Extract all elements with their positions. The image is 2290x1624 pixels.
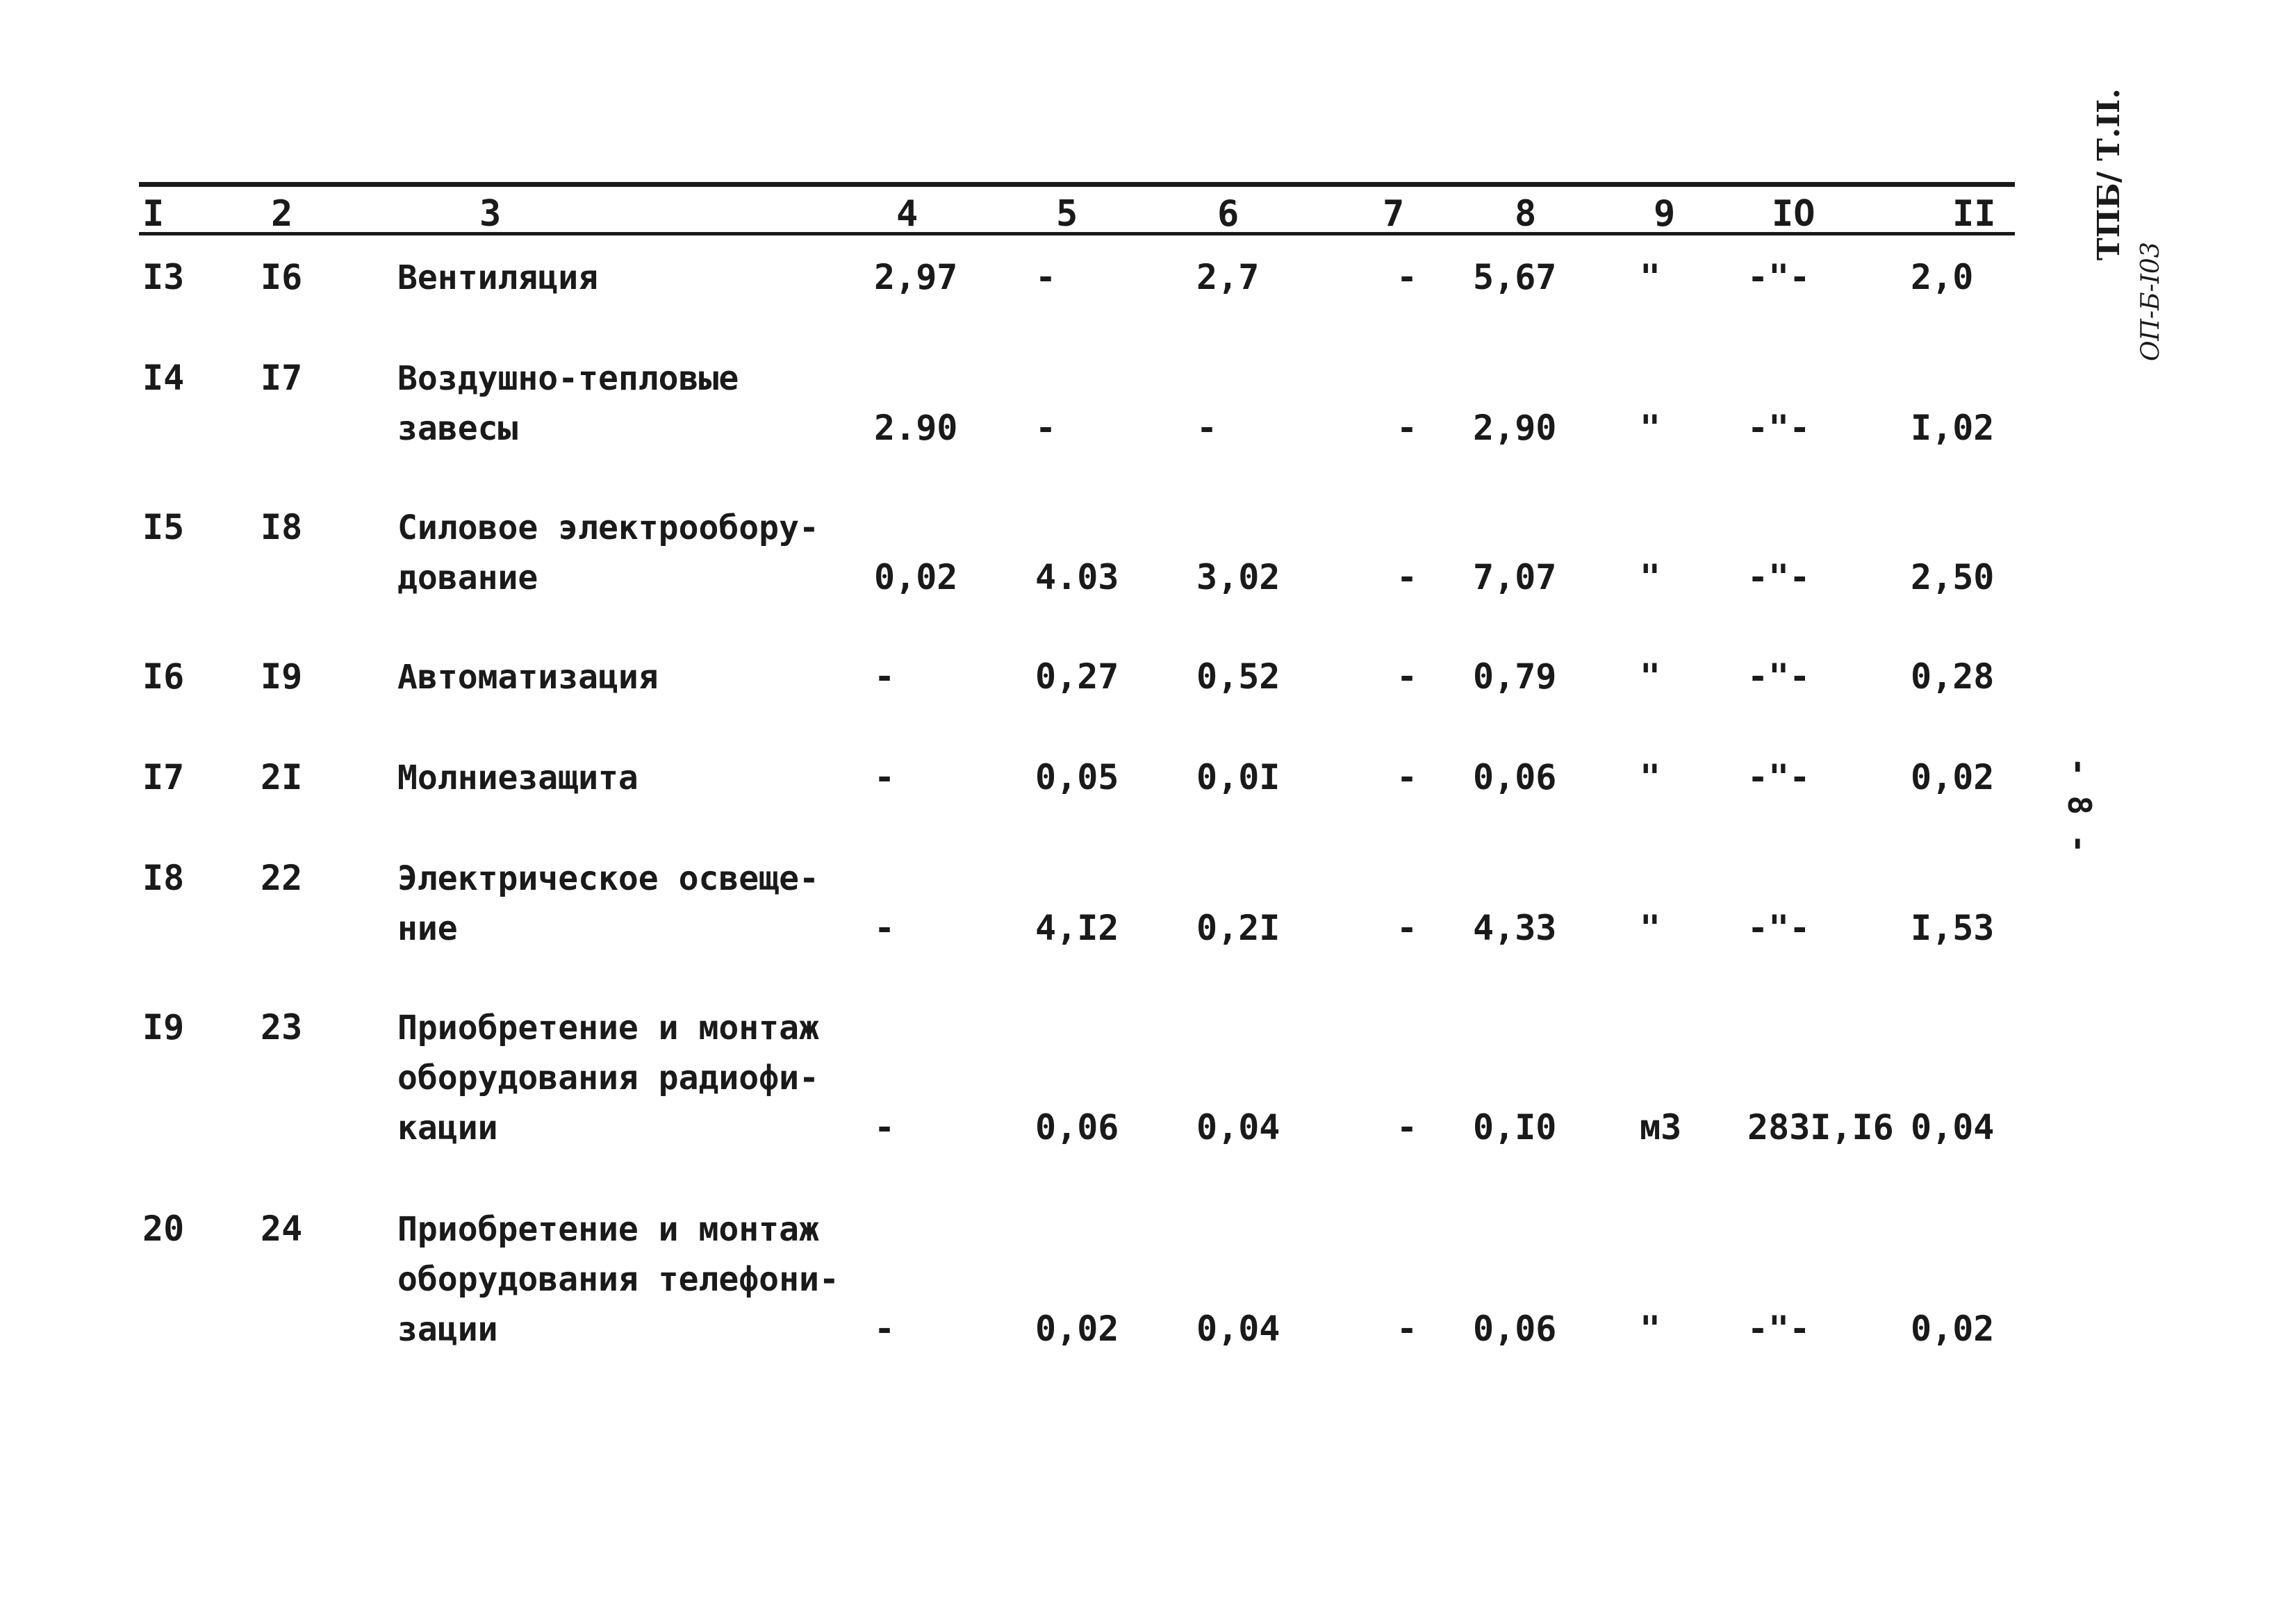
- value-col-11: 0,28: [1911, 656, 1995, 697]
- value-col-5: 0,27: [1035, 656, 1119, 697]
- value-col-5: 0,02: [1035, 1309, 1119, 1349]
- row-number: I5: [142, 507, 185, 547]
- value-col-5: 4,I2: [1035, 908, 1119, 948]
- item-name: Молниезащита: [397, 759, 639, 797]
- value-col-4: -: [874, 908, 896, 948]
- value-col-11: 0,02: [1911, 757, 1995, 797]
- item-name: Автоматизация: [397, 658, 659, 697]
- item-number: 24: [261, 1209, 303, 1249]
- value-col-9: ": [1640, 557, 1661, 597]
- value-col-6: 0,2I: [1196, 908, 1280, 948]
- value-col-8: 2,90: [1473, 408, 1557, 448]
- value-col-11: I,02: [1911, 408, 1995, 448]
- item-name: Электрическое освеще- ние: [397, 859, 819, 948]
- value-col-5: -: [1035, 257, 1057, 297]
- value-col-10: -"-: [1747, 656, 1811, 697]
- value-col-11: 2,0: [1911, 257, 1974, 297]
- header-col-3: 3: [479, 193, 502, 235]
- value-col-7: -: [1397, 1107, 1418, 1147]
- value-col-9: м3: [1640, 1107, 1682, 1147]
- value-col-10: -"-: [1747, 1309, 1811, 1349]
- value-col-9: ": [1640, 408, 1661, 448]
- value-col-8: 5,67: [1473, 257, 1557, 297]
- value-col-11: 0,04: [1911, 1107, 1995, 1147]
- value-col-4: 0,02: [874, 557, 958, 597]
- row-number: 20: [142, 1209, 185, 1249]
- header-col-7: 7: [1383, 193, 1405, 235]
- value-col-4: -: [874, 1107, 896, 1147]
- row-number: I7: [142, 757, 185, 797]
- header-col-6: 6: [1217, 193, 1239, 235]
- header-col-8: 8: [1515, 193, 1537, 235]
- value-col-9: ": [1640, 757, 1661, 797]
- value-col-10: -"-: [1747, 408, 1811, 448]
- value-col-6: 2,7: [1196, 257, 1260, 297]
- value-col-4: 2,97: [874, 257, 958, 297]
- value-col-6: 0,0I: [1196, 757, 1280, 797]
- item-name: Приобретение и монтаж оборудования радиофи- кации: [397, 1009, 819, 1147]
- value-col-4: -: [874, 757, 896, 797]
- value-col-7: -: [1397, 656, 1418, 697]
- value-col-9: ": [1640, 656, 1661, 697]
- value-col-9: ": [1640, 908, 1661, 948]
- value-col-10: 283I,I6: [1747, 1107, 1894, 1147]
- value-col-10: -"-: [1747, 908, 1811, 948]
- value-col-6: 3,02: [1196, 557, 1280, 597]
- header-col-9: 9: [1654, 193, 1676, 235]
- value-col-6: 0,52: [1196, 656, 1280, 697]
- row-number: I9: [142, 1007, 185, 1047]
- row-number: I8: [142, 858, 185, 898]
- item-number: 23: [261, 1007, 303, 1047]
- value-col-11: 0,02: [1911, 1309, 1995, 1349]
- value-col-4: -: [874, 1309, 896, 1349]
- item-number: 2I: [261, 757, 303, 797]
- header-col-11: II: [1952, 193, 1996, 235]
- value-col-7: -: [1397, 408, 1418, 448]
- header-col-10: IO: [1772, 193, 1815, 235]
- value-col-7: -: [1397, 1309, 1418, 1349]
- header-col-5: 5: [1056, 193, 1078, 235]
- value-col-11: I,53: [1911, 908, 1995, 948]
- item-number: 22: [261, 858, 303, 898]
- value-col-9: ": [1640, 257, 1661, 297]
- value-col-10: -"-: [1747, 257, 1811, 297]
- value-col-5: 0,05: [1035, 757, 1119, 797]
- item-name: Вентиляция: [397, 258, 598, 297]
- item-name: Воздушно-тепловые завесы: [397, 359, 739, 448]
- value-col-8: 7,07: [1473, 557, 1557, 597]
- value-col-9: ": [1640, 1309, 1661, 1349]
- side-stamp-code: ОП-Б-I03: [2136, 242, 2165, 361]
- item-name: Силовое электрообору- дование: [397, 508, 819, 597]
- item-name: Приобретение и монтаж оборудования телефони- зации: [397, 1210, 839, 1349]
- value-col-5: 0,06: [1035, 1107, 1119, 1147]
- value-col-7: -: [1397, 908, 1418, 948]
- value-col-11: 2,50: [1911, 557, 1995, 597]
- value-col-8: 4,33: [1473, 908, 1557, 948]
- value-col-4: -: [874, 656, 896, 697]
- row-number: I4: [142, 358, 185, 398]
- item-number: I7: [261, 358, 303, 398]
- value-col-10: -"-: [1747, 557, 1811, 597]
- value-col-7: -: [1397, 257, 1418, 297]
- page-number: - 8 -: [2061, 757, 2098, 854]
- header-col-2: 2: [271, 193, 293, 235]
- value-col-8: 0,I0: [1473, 1107, 1557, 1147]
- item-number: I9: [261, 656, 303, 697]
- value-col-6: 0,04: [1196, 1309, 1280, 1349]
- value-col-4: 2.90: [874, 408, 958, 448]
- side-stamp-label: ТПБ/ Т.II.: [2091, 88, 2127, 260]
- value-col-8: 0,06: [1473, 1309, 1557, 1349]
- header-col-4: 4: [896, 193, 919, 235]
- value-col-7: -: [1397, 757, 1418, 797]
- value-col-8: 0,06: [1473, 757, 1557, 797]
- value-col-6: 0,04: [1196, 1107, 1280, 1147]
- item-number: I8: [261, 507, 303, 547]
- value-col-10: -"-: [1747, 757, 1811, 797]
- row-number: I3: [142, 257, 185, 297]
- header-col-1: I: [142, 193, 165, 235]
- value-col-7: -: [1397, 557, 1418, 597]
- value-col-5: -: [1035, 408, 1057, 448]
- value-col-8: 0,79: [1473, 656, 1557, 697]
- value-col-6: -: [1196, 408, 1218, 448]
- table-top-rule: [139, 182, 2015, 187]
- row-number: I6: [142, 656, 185, 697]
- item-number: I6: [261, 257, 303, 297]
- value-col-5: 4.03: [1035, 557, 1119, 597]
